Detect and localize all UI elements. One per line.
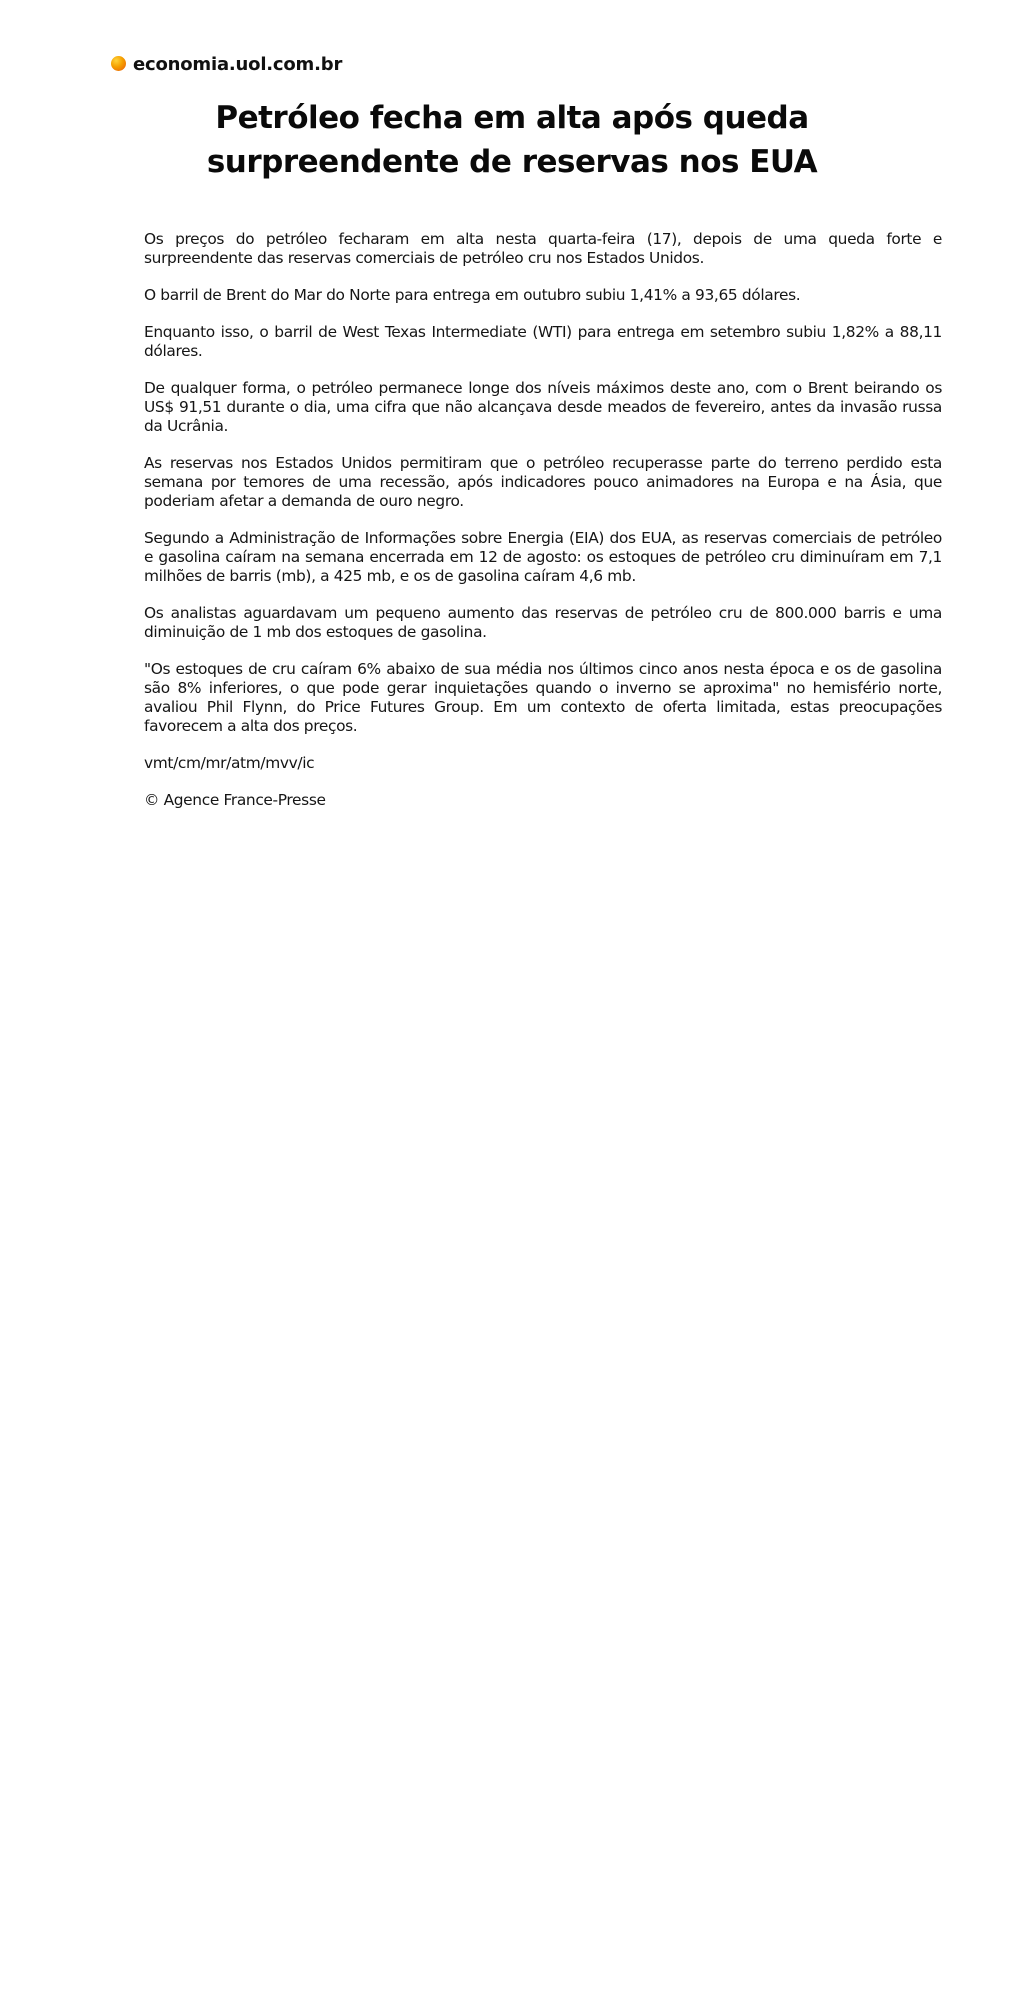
article-paragraph: O barril de Brent do Mar do Norte para entrega em outubro subiu 1,41% a 93,65 dólares.	[144, 286, 801, 304]
uol-logo-icon	[111, 56, 126, 71]
article-copyright: © Agence France-Presse	[144, 791, 326, 809]
site-name[interactable]: economia.uol.com.br	[133, 53, 343, 75]
article-signature: vmt/cm/mr/atm/mvv/ic	[144, 754, 315, 772]
article-paragraph: Segundo a Administração de Informações sobre Energia (EIA) dos EUA, as reservas comerciais de petróleo e gasolina caíram na semana encerrada em 12 de agosto: os estoques de petróleo cru diminuíram em 7,1 milhões de barris (mb), a 425 mb, e os de gasolina caíram 4,6 mb.	[144, 529, 942, 585]
article-paragraph: De qualquer forma, o petróleo permanece longe dos níveis máximos deste ano, com o Brent beirando os US$ 91,51 durante o dia, uma cifra que não alcançava desde meados de fevereiro, antes da invasão russa da Ucrânia.	[144, 379, 942, 435]
article-paragraph: Enquanto isso, o barril de West Texas Intermediate (WTI) para entrega em setembro subiu 1,82% a 88,11 dólares.	[144, 323, 942, 360]
article-paragraph: As reservas nos Estados Unidos permitiram que o petróleo recuperasse parte do terreno perdido esta semana por temores de uma recessão, após indicadores pouco animadores na Europa e na Ásia, que poderiam afetar a demanda de ouro negro.	[144, 454, 942, 510]
article-paragraph: Os preços do petróleo fecharam em alta nesta quarta-feira (17), depois de uma queda forte e surpreendente das reservas comerciais de petróleo cru nos Estados Unidos.	[144, 230, 942, 267]
article-title: Petróleo fecha em alta após queda surpreendente de reservas nos EUA	[206, 100, 818, 180]
article-body	[144, 230, 942, 828]
article-paragraph: "Os estoques de cru caíram 6% abaixo de sua média nos últimos cinco anos nesta época e os de gasolina são 8% inferiores, o que pode gerar inquietações quando o inverno se aproxima" no hemisfério norte, avaliou Phil Flynn, do Price Futures Group. Em um contexto de oferta limitada, estas preocupações favorecem a alta dos preços.	[144, 660, 942, 735]
site-header	[111, 52, 342, 76]
article-paragraph: Os analistas aguardavam um pequeno aumento das reservas de petróleo cru de 800.000 barris e uma diminuição de 1 mb dos estoques de gasolina.	[144, 604, 942, 641]
